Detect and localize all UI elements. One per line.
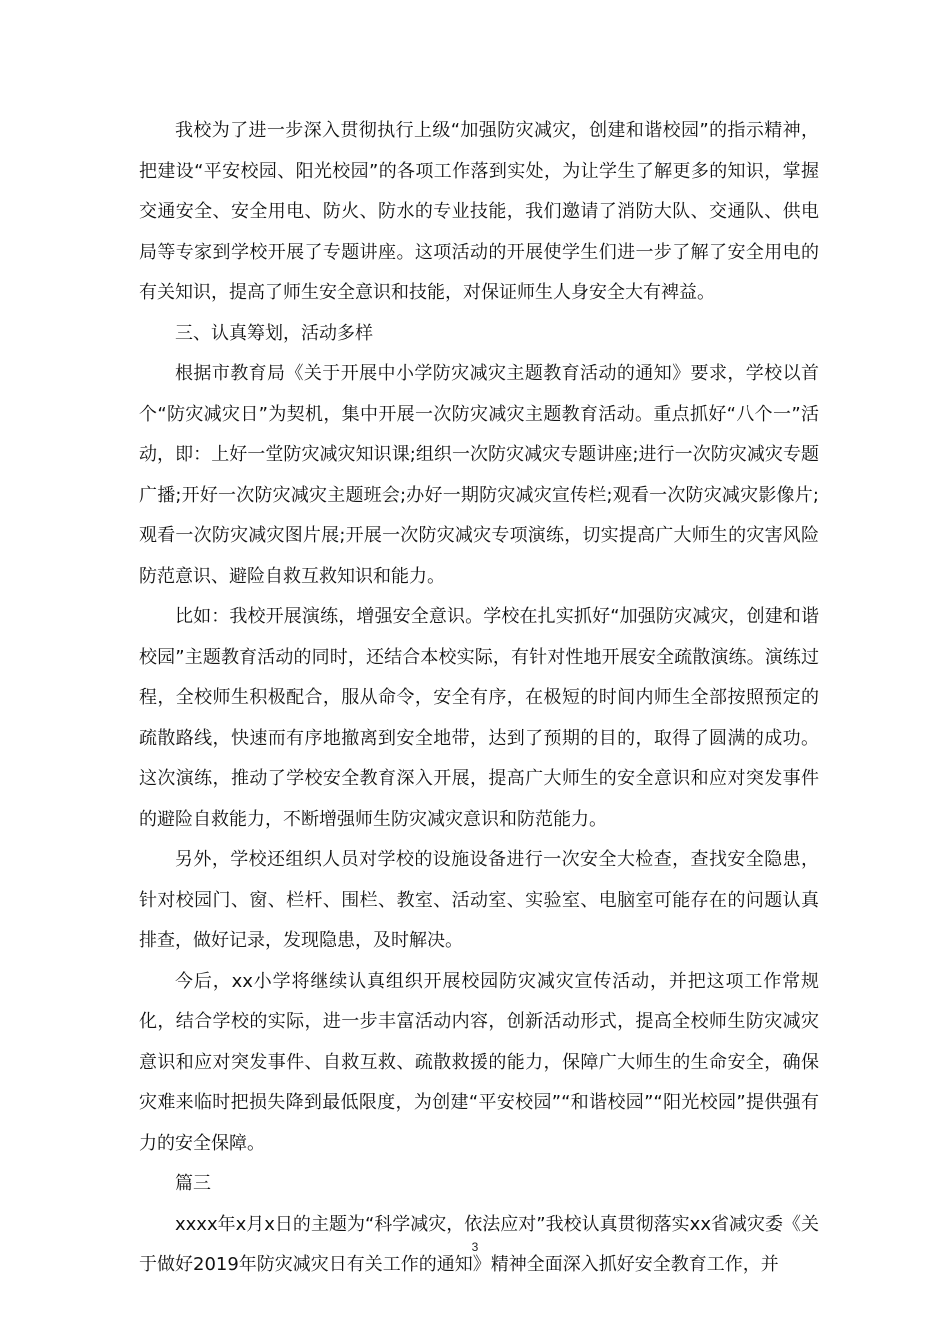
paragraph-evacuation-drill: 比如：我校开展演练，增强安全意识。学校在扎实抓好“加强防灾减灾，创建和谐校园”主题教育活动的同时，还结合本校实际，有针对性地开展安全疏散演练。演练过程，全校师生积极配合，服从命令，安全有序，在极短的时间内师生全部按照预定的疏散路线，快速而有序地撤离到安全地带，达到了预期的目的，取得了圆满的成功。这次演练，推动了学校安全教育深入开展，提高广大师生的安全意识和应对突发事件的避险自救能力，不断增强师生防灾减灾意识和防范能力。 xyxy=(139,606,819,830)
page-number: 3 xyxy=(471,1240,479,1254)
section-heading-part-three: 篇三 xyxy=(175,1173,211,1194)
section-heading-planning: 三、认真筹划，活动多样 xyxy=(175,322,373,344)
paragraph-safety-lectures: 我校为了进一步深入贯彻执行上级“加强防灾减灾，创建和谐校园”的指示精神，把建设“平安校园、阳光校园”的各项工作落到实处，为让学生了解更多的知识，掌握交通安全、安全用电、防火、防水的专业技能，我们邀请了消防大队、交通队、供电局等专家到学校开展了专题讲座。这项活动的开展使学生们进一步了解了安全用电的有关知识，提高了师生安全意识和技能，对保证师生人身安全大有裨益。 xyxy=(139,120,819,303)
paragraph-safety-inspection: 另外，学校还组织人员对学校的设施设备进行一次安全大检查，查找安全隐患，针对校园门、窗、栏杆、围栏、教室、活动室、实验室、电脑室可能存在的问题认真排查，做好记录，发现隐患，及时解决。 xyxy=(139,849,819,951)
paragraph-future-plans: 今后，xx小学将继续认真组织开展校园防灾减灾宣传活动，并把这项工作常规化，结合学校的实际，进一步丰富活动内容，创新活动形式，提高全校师生防灾减灾意识和应对突发事件、自救互救、疏散救援的能力，保障广大师生的生命安全，确保灾难来临时把损失降到最低限度，为创建“平安校园”“和谐校园”“阳光校园”提供强有力的安全保障。 xyxy=(139,970,819,1154)
paragraph-eight-ones-activity: 根据市教育局《关于开展中小学防灾减灾主题教育活动的通知》要求，学校以首个“防灾减灾日”为契机，集中开展一次防灾减灾主题教育活动。重点抓好“八个一”活动，即：上好一堂防灾减灾知识课;组织一次防灾减灾专题讲座;进行一次防灾减灾专题广播;开好一次防灾减灾主题班会;办好一期防灾减灾宣传栏;观看一次防灾减灾影像片;观看一次防灾减灾图片展;开展一次防灾减灾专项演练，切实提高广大师生的灾害风险防范意识、避险自救互救知识和能力。 xyxy=(139,363,819,587)
document-body xyxy=(139,111,819,1286)
paragraph-disaster-day-theme: xxxx年x月x日的主题为“科学减灾，依法应对”我校认真贯彻落实xx省减灾委《关于做好2019年防灾减灾日有关工作的通知》精神全面深入抓好安全教育工作，并 xyxy=(139,1213,819,1275)
